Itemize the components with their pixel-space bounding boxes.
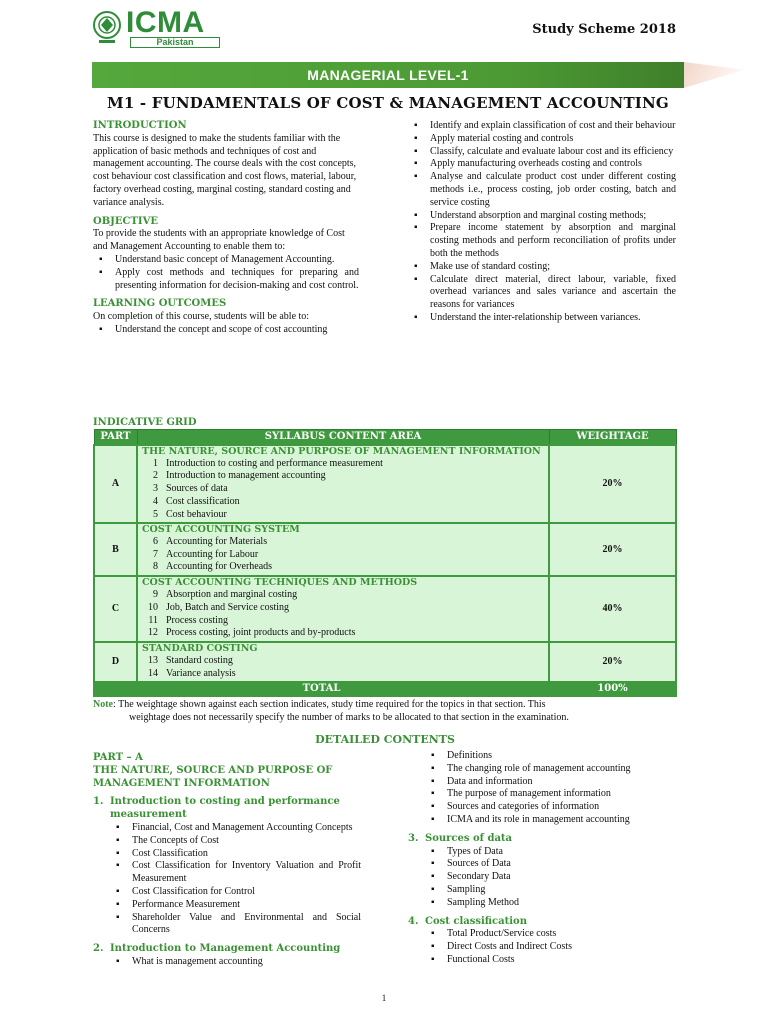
section-topic: ▪ Performance Measurement [111,899,361,912]
objective-item: ▪ Understand basic concept of Management Accounting. [93,254,359,267]
section-topic: ▪ Cost Classification [111,848,361,861]
section-number: 1. [93,796,104,808]
learning-outcomes-text: On completion of this course, students will be able to: [93,311,310,323]
note-label: Note [93,699,113,710]
detailed-contents-heading: DETAILED CONTENTS [315,733,455,746]
part-heading: PART – A [93,752,143,763]
grid-total-weightage: 100% [549,682,676,696]
outcome-item: ▪ Classify, calculate and evaluate labour cost and its efficiency [408,146,676,159]
topic-text: Process costing, joint products and by-products [166,627,356,639]
grid-part: C [94,576,137,642]
topic-number: 13 [148,654,158,666]
section-number: 3. [408,832,419,844]
outcome-list-right [408,120,676,325]
page-number: 1 [381,993,387,1003]
grid-row [94,642,676,682]
section-topic: ▪ The purpose of management information [426,788,676,801]
topic-text: Cost behaviour [166,508,227,520]
outcome-item: ▪ Analyse and calculate product cost under different costing methods i.e., process costing, job order costing, batch and service costing [408,171,676,209]
detailed-left-column [93,752,361,969]
section-topic: ▪ The Concepts of Cost [111,835,361,848]
detailed-right-column [408,750,676,967]
section-topic: ▪ Sampling [426,884,676,897]
section-heading [93,943,361,956]
grid-total-row [94,682,676,696]
objective-text: To provide the students with an appropriate knowledge of Cost and Management Accounting to enable them to: [93,228,345,253]
topic-number: 14 [148,667,158,679]
grid-part: A [94,445,137,523]
section-number: 4. [408,915,419,927]
study-scheme-label: Study Scheme 2018 [532,22,676,37]
weightage-note [93,699,677,725]
grid-weightage: 20% [549,523,676,576]
outcome-item: ▪ Prepare income statement by absorption and marginal costing methods and perform reconciliation of profits under both the methods [408,222,676,260]
grid-weightage: 40% [549,576,676,642]
section-topic: ▪ Secondary Data [426,871,676,884]
grid-row [94,523,676,576]
part-title: THE NATURE, SOURCE AND PURPOSE OF MANAGEMENT INFORMATION [93,764,333,789]
section-topic: ▪ Total Product/Service costs [426,928,676,941]
grid-topic [138,496,548,509]
section-topic: ▪ Cost Classification for Control [111,886,361,899]
section-topic: ▪ Data and information [426,776,676,789]
page-header [0,0,768,60]
course-title: M1 - FUNDAMENTALS OF COST & MANAGEMENT ACCOUNTING [107,94,669,112]
section-topic: ▪ Cost Classification for Inventory Valuation and Profit Measurement [111,860,361,886]
grid-topic [138,589,548,602]
note-line-1: : The weightage shown against each section indicates, study time required for the topics in that section. This [113,699,546,710]
section-heading [408,916,676,929]
topic-number: 6 [153,535,158,547]
section-heading [93,796,361,822]
grid-weightage: 20% [549,445,676,523]
section-topic: ▪ What is management accounting [111,956,361,969]
objective-heading: OBJECTIVE [93,215,158,227]
continued-topic-list [408,750,676,827]
section-heading [408,833,676,846]
grid-topic [138,458,548,471]
section-topic: ▪ Shareholder Value and Environmental and Social Concerns [111,912,361,938]
section-topic: ▪ Definitions [426,750,676,763]
section-topic: ▪ Direct Costs and Indirect Costs [426,941,676,954]
left-column [93,120,359,337]
grid-topic [138,668,548,681]
indicative-grid-heading: INDICATIVE GRID [93,417,197,428]
icma-logo [92,6,232,50]
grid-topic [138,627,548,640]
topic-text: Cost classification [166,495,240,507]
right-column [408,120,676,325]
indicative-grid-table [93,429,677,697]
outcome-item: ▪ Understand the concept and scope of cost accounting [93,324,359,337]
grid-content [137,445,549,523]
grid-total-label: TOTAL [94,682,549,696]
section-topic: ▪ Sampling Method [426,897,676,910]
section-topic-list [408,846,676,910]
introduction-heading: INTRODUCTION [93,120,187,131]
grid-weightage: 20% [549,642,676,682]
grid-header-part: PART [94,430,137,445]
section-topic-list [93,822,361,937]
topic-text: Job, Batch and Service costing [166,601,290,613]
logo-subtitle: Pakistan [130,37,220,48]
grid-topic [138,602,548,615]
grid-section-title: COST ACCOUNTING SYSTEM [142,523,300,535]
objective-item: ▪ Apply cost methods and techniques for preparing and presenting information for decision-making and cost control. [93,267,359,293]
grid-topic [138,615,548,628]
grid-header-weightage: WEIGHTAGE [549,430,676,445]
grid-header-content: SYLLABUS CONTENT AREA [137,430,549,445]
topic-text: Variance analysis [166,667,236,679]
logo-wordmark: ICMA [126,6,205,39]
topic-text: Introduction to costing and performance measurement [166,457,383,469]
topic-text: Accounting for Materials [166,535,268,547]
grid-section-title: THE NATURE, SOURCE AND PURPOSE OF MANAGEMENT INFORMATION [142,445,541,457]
outcome-item: ▪ Calculate direct material, direct labour, variable, fixed overhead variances and sales variance and ascertain the reasons for variances [408,274,676,312]
outcome-item: ▪ Understand the inter-relationship between variances. [408,312,676,325]
section-topic-list [408,928,676,966]
topic-number: 4 [153,495,158,507]
topic-text: Accounting for Labour [166,548,259,560]
section-topic-list [93,956,361,969]
section-topic: ▪ Sources of Data [426,858,676,871]
topic-text: Standard costing [166,654,233,666]
grid-content [137,642,549,682]
grid-row [94,445,676,523]
topic-text: Sources of data [166,483,228,495]
icma-seal-icon [92,10,122,46]
topic-number: 10 [148,601,158,613]
section-number: 2. [93,943,104,955]
section-topic: ▪ Functional Costs [426,954,676,967]
grid-topic [138,509,548,522]
note-line-2: weightage does not necessarily specify the number of marks to be allocated to that section in the examination. [129,711,569,723]
outcome-item: ▪ Make use of standard costing; [408,261,676,274]
topic-text: Absorption and marginal costing [166,588,298,600]
section-topic: ▪ ICMA and its role in management accounting [426,814,676,827]
introduction-text: This course is designed to make the students familiar with the application of basic methods and techniques of cost and management accounting. The course deals with the cost concepts, cost behaviour cost classification and cost flows, material, labour, factory overhead costing, marginal costing, standard costing and variance analysis. [93,132,357,208]
topic-number: 9 [153,588,158,600]
level-banner: MANAGERIAL LEVEL-1 [92,62,684,88]
grid-content [137,523,549,576]
outcome-item: ▪ Apply manufacturing overheads costing and controls [408,158,676,171]
grid-row [94,576,676,642]
topic-number: 1 [153,457,158,469]
topic-number: 3 [153,483,158,495]
section-title: Introduction to Management Accounting [110,943,341,955]
grid-content [137,576,549,642]
section-title: Cost classification [425,915,527,927]
learning-outcomes-heading: LEARNING OUTCOMES [93,298,227,310]
grid-part: B [94,523,137,576]
section-topic: ▪ Sources and categories of information [426,801,676,814]
outcome-item: ▪ Understand absorption and marginal costing methods; [408,210,676,223]
objective-list [93,254,359,292]
section-title: Introduction to costing and performance measurement [110,796,340,821]
grid-topic [138,536,548,549]
section-topic: ▪ Types of Data [426,846,676,859]
banner-decoration [684,62,744,88]
outcome-list-left [93,324,359,337]
grid-section-title: COST ACCOUNTING TECHNIQUES AND METHODS [142,576,418,588]
topic-number: 11 [148,614,158,626]
grid-topic [138,483,548,496]
section-title: Sources of data [425,832,513,844]
grid-topic [138,470,548,483]
topic-number: 2 [153,470,158,482]
grid-topic [138,655,548,668]
grid-section-title: STANDARD COSTING [142,642,258,654]
topic-number: 7 [153,548,158,560]
outcome-item: ▪ Apply material costing and controls [408,133,676,146]
topic-number: 12 [148,627,158,639]
topic-text: Introduction to management accounting [166,470,326,482]
topic-text: Accounting for Overheads [166,561,273,573]
grid-part: D [94,642,137,682]
grid-topic [138,549,548,562]
grid-header-row [94,430,676,445]
grid-topic [138,561,548,574]
section-topic: ▪ Financial, Cost and Management Accounting Concepts [111,822,361,835]
topic-number: 8 [153,561,158,573]
outcome-item: ▪ Identify and explain classification of cost and their behaviour [408,120,676,133]
section-topic: ▪ The changing role of management accounting [426,763,676,776]
topic-number: 5 [153,508,158,520]
topic-text: Process costing [166,614,228,626]
